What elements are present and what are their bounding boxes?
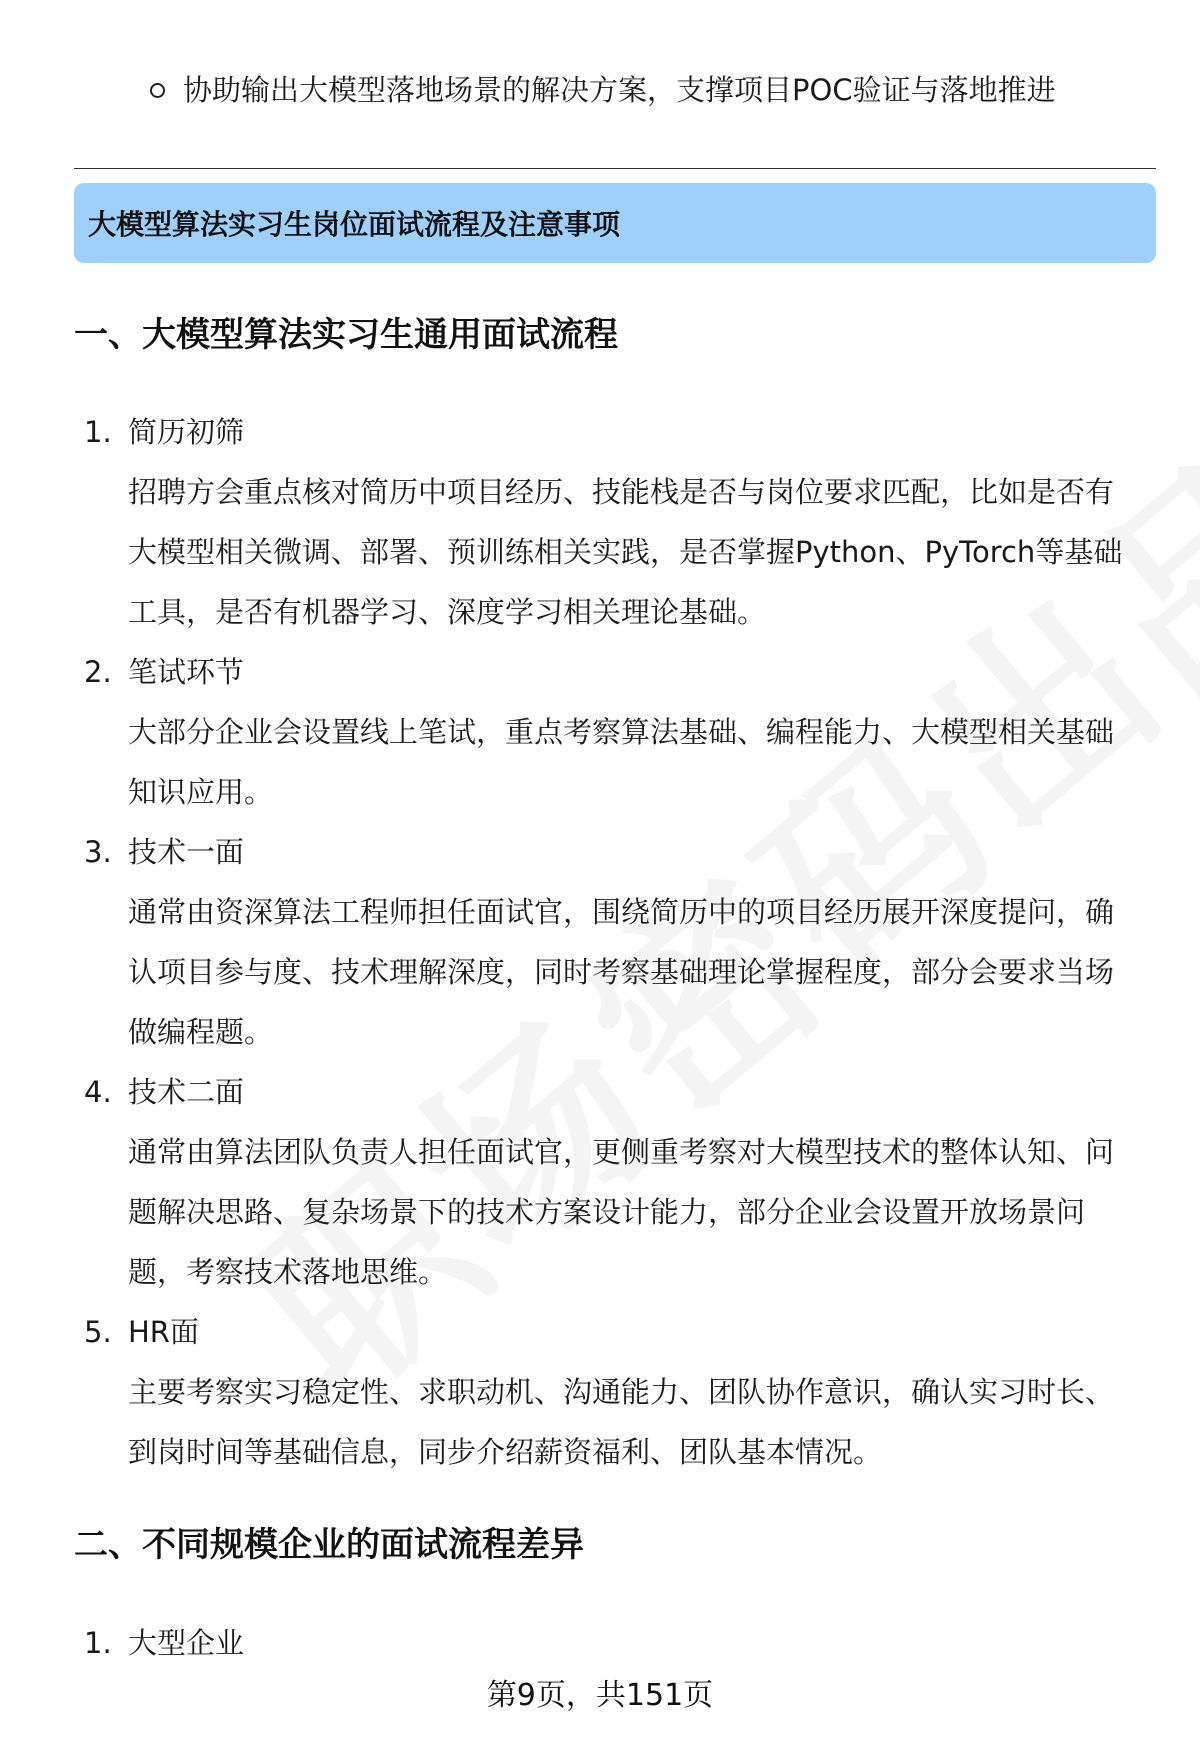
item-body xyxy=(128,702,1164,822)
list-item xyxy=(84,1302,1164,1482)
body-line: 通常由算法团队负责人担任面试官，更侧重考察对大模型技术的整体认知、问 xyxy=(128,1135,1115,1169)
body-line: 工具，是否有机器学习、深度学习相关理论基础。 xyxy=(128,595,767,629)
body-line: 题，考察技术落地思维。 xyxy=(128,1255,448,1289)
item-title: 技术一面 xyxy=(128,835,245,869)
item-title: 技术二面 xyxy=(128,1075,245,1109)
item-title: 大型企业 xyxy=(128,1626,245,1660)
hollow-bullet-icon xyxy=(150,83,165,98)
item-title: 简历初筛 xyxy=(128,415,245,449)
item-title: HR面 xyxy=(128,1315,199,1349)
section-banner xyxy=(74,183,1156,263)
item-body xyxy=(128,1122,1164,1302)
body-line: 做编程题。 xyxy=(128,1015,274,1049)
item-number: 3. xyxy=(84,835,112,869)
top-bullet-text: 协助输出大模型落地场景的解决方案，支撑项目POC验证与落地推进 xyxy=(183,73,1056,107)
item-number: 5. xyxy=(84,1315,112,1349)
section1-heading: 一、大模型算法实习生通用面试流程 xyxy=(74,315,618,355)
body-line: 招聘方会重点核对简历中项目经历、技能栈是否与岗位要求匹配，比如是否有 xyxy=(128,475,1115,509)
body-line: 到岗时间等基础信息，同步介绍薪资福利、团队基本情况。 xyxy=(128,1435,883,1469)
list-item xyxy=(84,1062,1164,1302)
body-line: 主要考察实习稳定性、求职动机、沟通能力、团队协作意识，确认实习时长、 xyxy=(128,1375,1115,1409)
body-line: 题解决思路、复杂场景下的技术方案设计能力，部分企业会设置开放场景问 xyxy=(128,1195,1086,1229)
item-number: 4. xyxy=(84,1075,112,1109)
list-item xyxy=(84,822,1164,1062)
item-body xyxy=(128,882,1164,1062)
page-footer: 第9页，共151页 xyxy=(486,1678,714,1713)
body-line: 大模型相关微调、部署、预训练相关实践，是否掌握Python、PyTorch等基础 xyxy=(128,535,1123,569)
body-line: 大部分企业会设置线上笔试，重点考察算法基础、编程能力、大模型相关基础 xyxy=(128,715,1115,749)
item-number: 1. xyxy=(84,1626,112,1660)
item-body xyxy=(128,1362,1164,1482)
section2-heading: 二、不同规模企业的面试流程差异 xyxy=(74,1525,584,1565)
item-title: 笔试环节 xyxy=(128,655,245,689)
item-number: 2. xyxy=(84,655,112,689)
divider xyxy=(74,168,1156,169)
list-item xyxy=(84,642,1164,822)
list-item xyxy=(84,402,1164,642)
body-line: 认项目参与度、技术理解深度，同时考察基础理论掌握程度，部分会要求当场 xyxy=(128,955,1115,989)
list-item xyxy=(84,1613,1164,1673)
body-line: 知识应用。 xyxy=(128,775,274,809)
section1-list xyxy=(84,402,1164,1482)
body-line: 通常由资深算法工程师担任面试官，围绕简历中的项目经历展开深度提问，确 xyxy=(128,895,1115,929)
top-bullet-item xyxy=(150,70,1056,110)
section2-list xyxy=(84,1613,1164,1673)
item-number: 1. xyxy=(84,415,112,449)
item-body xyxy=(128,462,1164,642)
banner-title: 大模型算法实习生岗位面试流程及注意事项 xyxy=(88,208,621,241)
